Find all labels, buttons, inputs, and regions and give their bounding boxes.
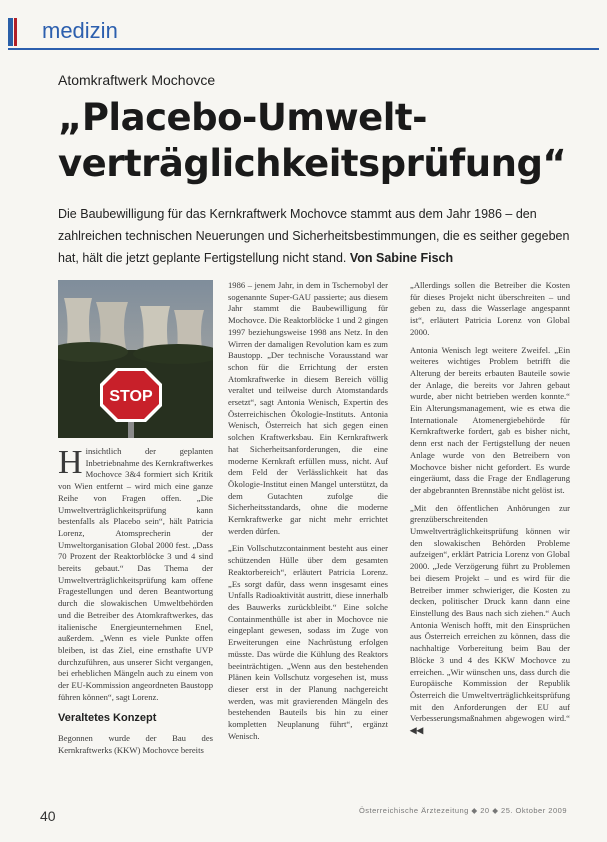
article-column-3 bbox=[410, 280, 570, 743]
paragraph: Hinsichtlich der geplanten Inbetriebnahme des Kernkraftwerkes Mochovce 3&4 formiert sich Kritik von Wien entfernt – wird mich eine ganze Reihe von Fragen offen. „Die Umweltverträglichkeitsprüfung kann bestenfalls als Placebo sein“, hält Patricia Lorenz, Atomsprecherin der Umweltorganisation Global 2000 fest. „Dass 70 Prozent der Reaktorblöcke 3 und 4 sind bereits gebaut.“ Das Thema der Umweltverträglichkeitsprüfung kam offene Fragestellungen und deren Beantwortung durch die slowakischen Umweltbehörden und die Betreiber des Atomkraftwerkes, das italienische Energieunternehmen Enel, außerdem. „Wenn es viele Punkte offen bleiben, ist das Ziel, eine ernsthafte UVP durchzuführen, aus unserer Sicht vergangen, bei erheblichen Mängeln auch zu einem von der EU-Kommission angeordneten Baustopp führen können“, sagt Lorenz. bbox=[58, 444, 213, 702]
article-headline: „Placebo-Umwelt-verträglichkeitsprüfung“ bbox=[58, 96, 567, 185]
subheading: Veraltetes Konzept bbox=[58, 712, 157, 725]
section-color-bar bbox=[8, 18, 13, 46]
stop-sign-text: STOP bbox=[109, 388, 153, 405]
section-color-bar-accent bbox=[14, 18, 17, 46]
page-number: 40 bbox=[40, 808, 56, 824]
paragraph: Antonia Wenisch legt weitere Zweifel. „Ein weiteres wichtiges Problem betrifft die Alterung der bereits erbauten Bauteile sowie der Anlage, die bereits vor Jahren gebaut wurde, aber nicht betrieben werden konnte.“ Ein Alterungsmanagement, wie es etwa die Internationale Atomenergiebehörde für Kernkraftwerke fordert, gab es bisher nicht, denn erst nach der Fertigstellung der neuen Anlage wurde von den Betreibern von Mochovce bisher nicht gefordert. Es wurde eingeräumt, dass die Frage der Endlagerung der abgebrannten Brennstäbe nicht gelöst ist. bbox=[410, 344, 570, 495]
drop-cap: H bbox=[58, 444, 83, 481]
article-column-1 bbox=[58, 446, 213, 763]
paragraph: 1986 – jenem Jahr, in dem in Tschernobyl der sogenannte Super-GAU passierte; aus diesem Jahr stammt die Baubewilligung für Mochovce. Die Reaktorblöcke 1 und 2 gingen 1997 beziehungsweise 1998 ans Netz. In den Wirren der damaligen Revolution kam es zum Baustopp. „Der technische Vorausstand war schon für die Errichtung der ersten Atomkraftwerke in diesem Bereich völlig veraltet und teilweise durch Atomstandards ersetzt“, sagt Antonia Wenisch, Expertin des Österreichischen Ökologie-Instituts. Antonia Wenisch, Österreich hat sich gegen einen solchen Kraftwerksbau. Ein Kernkraftwerk hat Sicherheitsanforderungen, die eine moderne Kernkraft erfüllen muss, nicht. Auf dem Feld der Verlässlichkeit hat das Ökologie-Institut einen Mangel unterstützt, da dem Gutachten zufolge die Sicherheitsstandards, ohne die moderne Kernkraftwerke gar nicht mehr errichtet werden dürfen. bbox=[228, 280, 388, 536]
cooling-towers-stop-sign-image bbox=[58, 280, 213, 438]
article-kicker: Atomkraftwerk Mochovce bbox=[58, 72, 216, 88]
paragraph: „Ein Vollschutzcontainment besteht aus einer schützenden Hülle über dem gesamten Reaktorbereich“, erläutert Patricia Lorenz. „Es sorgt dafür, dass wenn insgesamt eines Unfalls Radioaktivität austritt, diese innerhalb des Bauwerks zurückbleibt.“ Eine solche Containmenthülle ist aber in Mochovce nie eingeplant gewesen, sodass im Zuge von Erweiterungen eine Nachrüstung erfolgen müsste. Das würde die Kühlung des Reaktors beeinträchtigen. „Wenn aus den bestehenden Plänen kein Vollschutz vorgesehen ist, muss dieser erst in der Planung nachgereicht werden, was mit gravierenden Mängeln des bestehenden Bauteils bis hin zu einer kompletten Neuplanung führt“, ergänzt Wenisch. bbox=[228, 543, 388, 741]
article-photo bbox=[58, 280, 213, 438]
article-lead bbox=[58, 203, 578, 269]
article-column-2 bbox=[228, 280, 388, 748]
lead-text: Die Baubewilligung für das Kernkraftwerk Mochovce stammt aus dem Jahr 1986 – den zahlreichen technischen Neuerungen und Sicherheitsbestimmungen, die es seither gegeben hat, hält die jetzt geplante Fertigstellung nicht stand. bbox=[58, 207, 570, 265]
paragraph: „Allerdings sollen die Betreiber die Kosten für dieses Projekt nicht überschreiten – und geben zu, dass die Wasserlage angespannt ist“, erläutert Patricia Lorenz von Global 2000. bbox=[410, 280, 570, 337]
byline: Von Sabine Fisch bbox=[349, 251, 454, 265]
end-of-article-mark: ◀◀ bbox=[410, 725, 424, 736]
publication-footer: Österreichische Ärztezeitung ◆ 20 ◆ 25. Oktober 2009 bbox=[358, 806, 567, 815]
paragraph: „Mit den öffentlichen Anhörungen zur grenzüberschreitenden Umweltverträglichkeitsprüfung können wir den slowakischen Behörden Probleme aufzeigen“, erklärt Patricia Lorenz von Global 2000. „Jede Verzögerung führt zu Problemen bei diesem Projekt – und es wird für die Betreiber immer schwieriger, die Kosten zu decken, politischer Druck kann dann eine Einstellung des Baus nach sich ziehen.“ Auch Antonia Wenisch hofft, mit den Einsprüchen aus Österreich erreichen zu können, dass die nachhaltige Vorbereitung beim Bau der Blöcke 3 und 4 des KKW Mochovce zu erreichen. „Wir wünschen uns, dass durch die Europäische Kommission der Republik Österreich die Umweltverträglichkeitsprüfung mit den Anforderungen der EU auf Verbesserungsmaßnahmen abgewogen wird.“ ◀◀ bbox=[410, 502, 570, 736]
header-rule bbox=[8, 48, 599, 50]
paragraph: Begonnen wurde der Bau des Kernkraftwerks (KKW) Mochovce bereits bbox=[58, 733, 213, 755]
section-title: medizin bbox=[42, 18, 118, 43]
